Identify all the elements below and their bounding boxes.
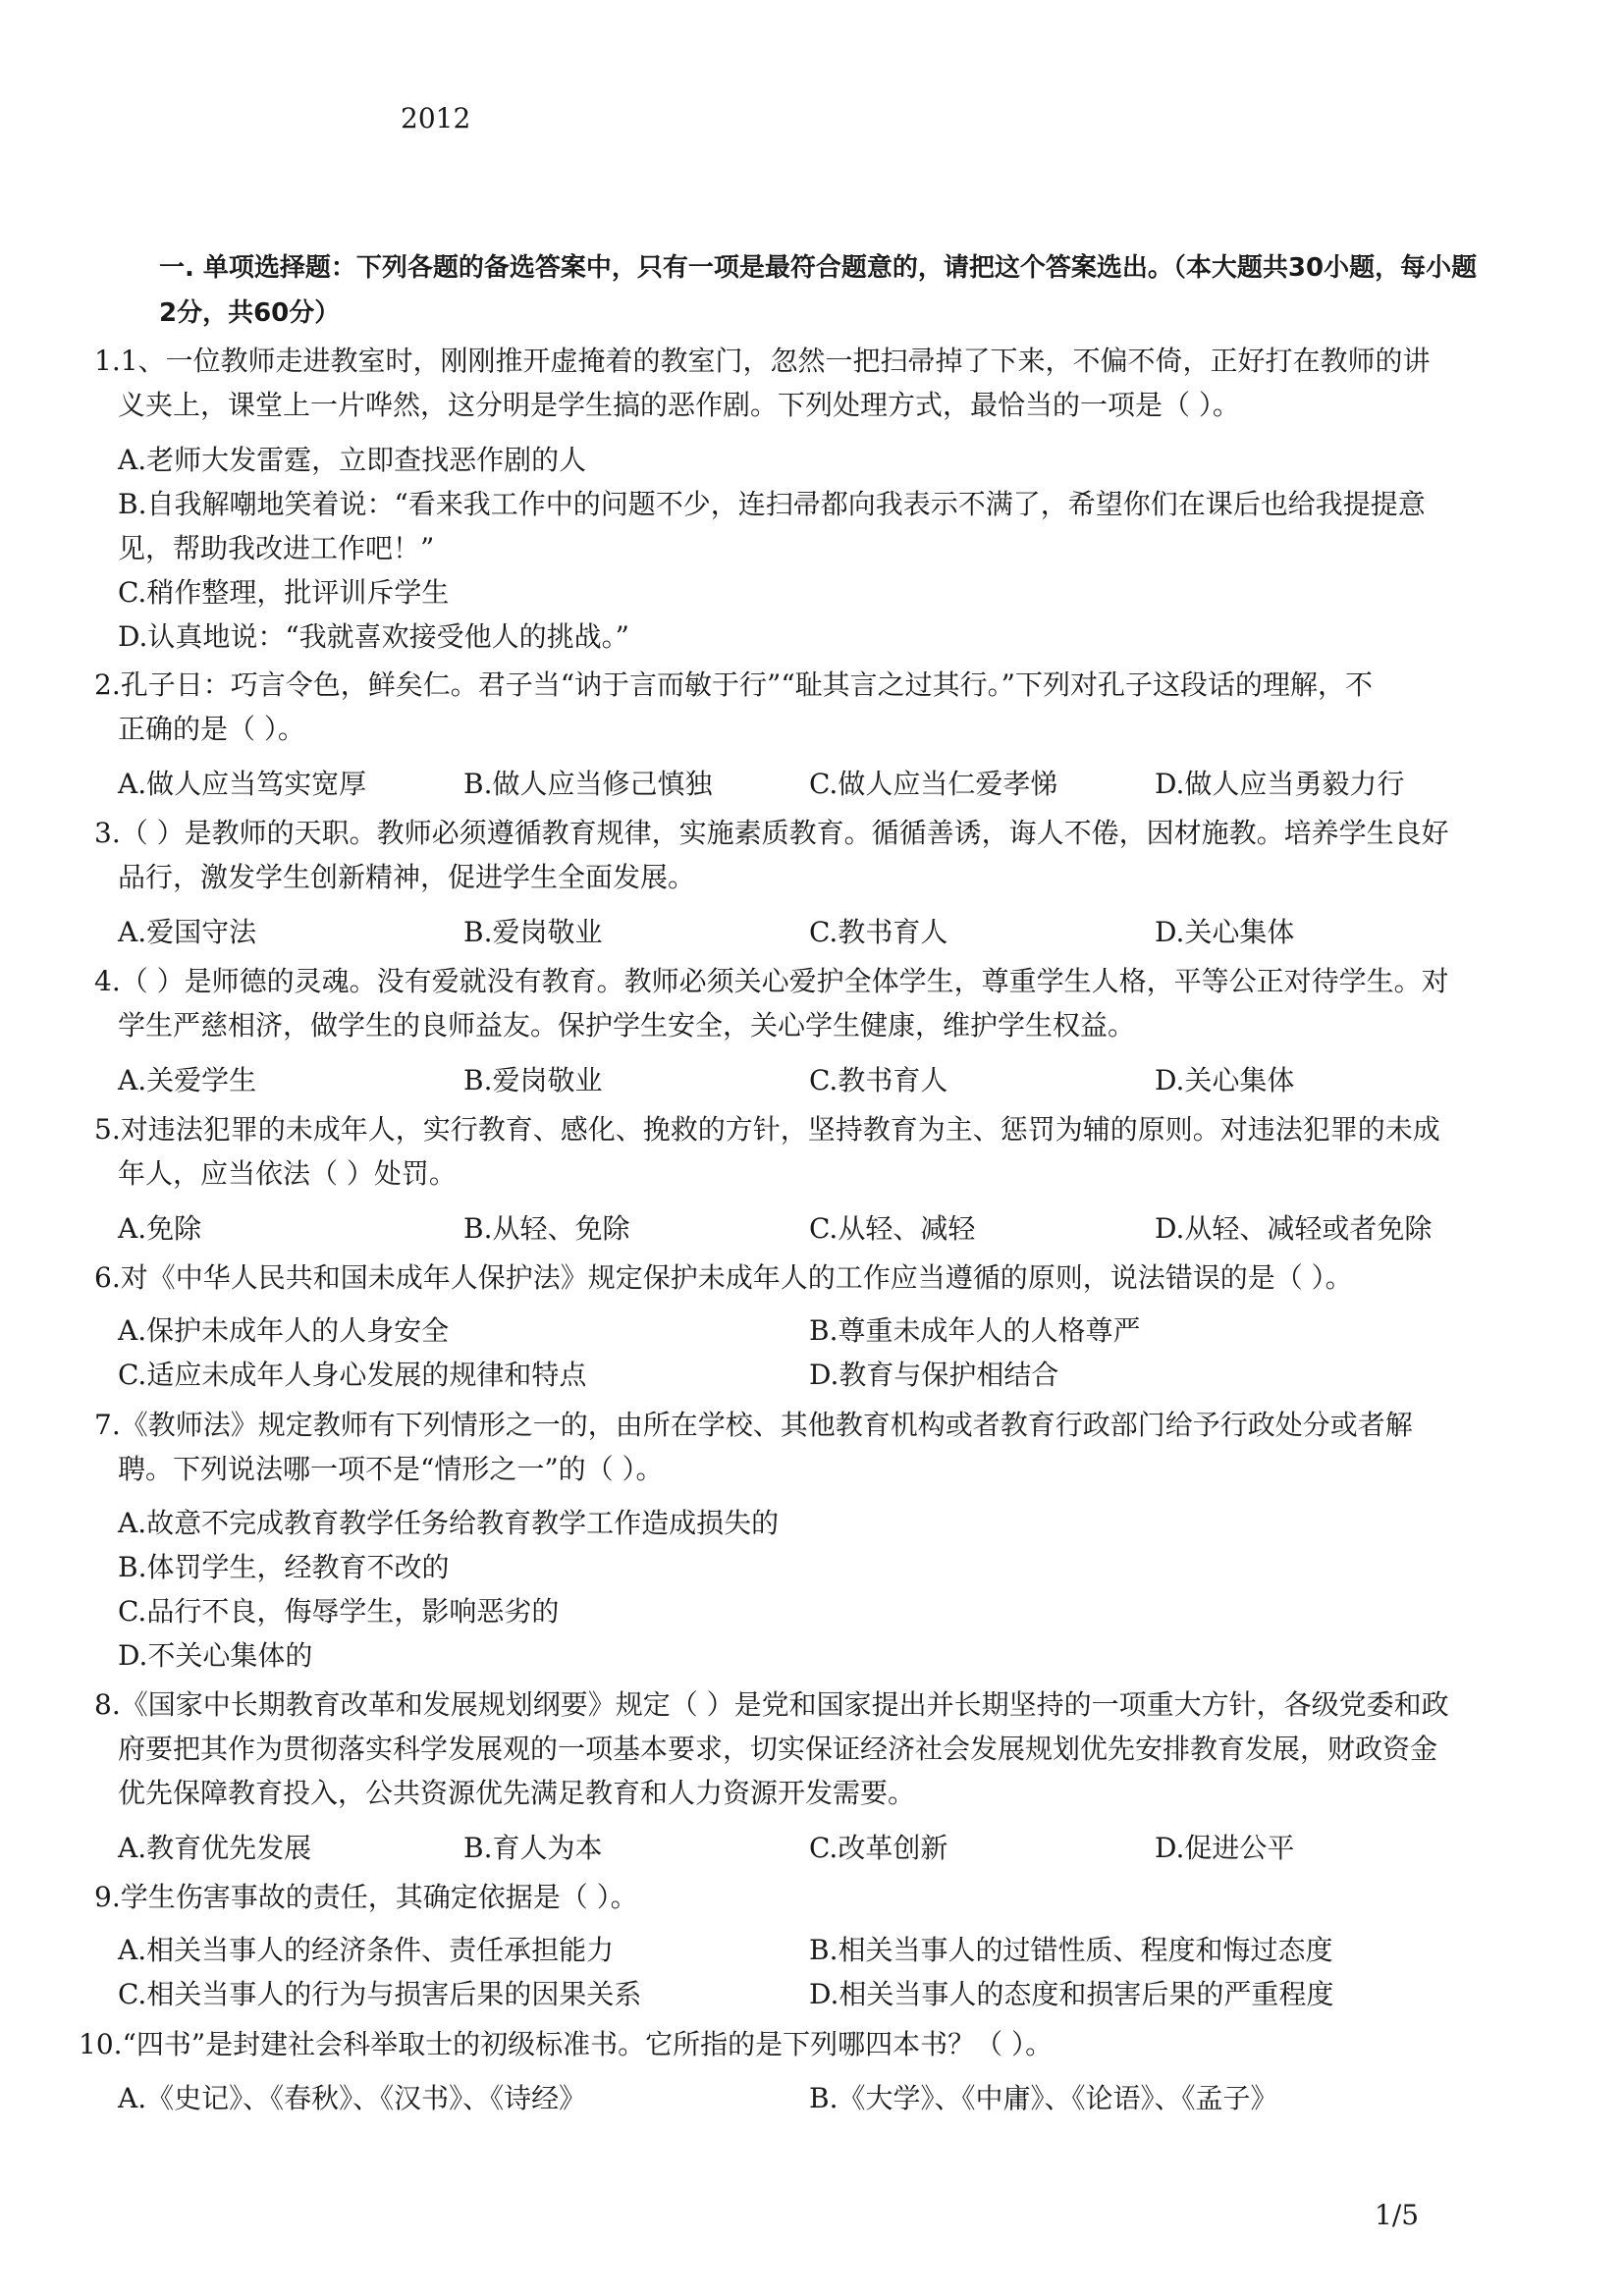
question-8 — [94, 1682, 1538, 1815]
option-c: C.品行不良，侮辱学生，影响恶劣的 — [118, 1595, 560, 1628]
option-a: A.相关当事人的经济条件、责任承担能力 — [118, 1934, 615, 1966]
option-c: C.改革创新 — [809, 1832, 948, 1864]
option-a: A.免除 — [118, 1212, 202, 1245]
question-text-line: 8.《国家中长期教育改革和发展规划纲要》规定（ ）是党和国家提出并长期坚持的一项重大方针，各级党委和政 — [94, 1688, 1449, 1721]
option-d: D.促进公平 — [1155, 1832, 1295, 1864]
option-c: C.从轻、减轻 — [809, 1212, 976, 1245]
question-text-line: 10.“四书”是封建社会科举取士的初级标准书。它所指的是下列哪四本书？（ ）。 — [79, 2028, 1054, 2060]
question-10 — [79, 2022, 1532, 2066]
option-d: D.从轻、减轻或者免除 — [1155, 1212, 1433, 1245]
option-d: D.相关当事人的态度和损害后果的严重程度 — [809, 1978, 1334, 2010]
question-2 — [94, 663, 1538, 751]
option-c: C.教书育人 — [809, 1064, 948, 1096]
option-b: B.做人应当修己慎独 — [463, 768, 713, 800]
question-9 — [94, 1875, 1538, 1919]
option-d: D.认真地说：“我就喜欢接受他人的挑战。” — [118, 620, 629, 653]
question-text-line: 2.孔子日：巧言令色，鲜矣仁。君子当“讷于言而敏于行”“耻其言之过其行。”下列对孔子这段话的理解，不 — [94, 668, 1373, 701]
option-d: D.教育与保护相结合 — [809, 1359, 1059, 1391]
option-c: C.教书育人 — [809, 916, 948, 948]
question-text-line: 6.对《中华人民共和国未成年人保护法》规定保护未成年人的工作应当遵循的原则，说法错误的是（ ）。 — [94, 1261, 1353, 1294]
question-text-line: 3.（ ）是教师的天职。教师必须遵循教育规律，实施素质教育。循循善诱，诲人不倦，因材施教。培养学生良好 — [94, 817, 1449, 849]
question-text-line: 义夹上，课堂上一片哗然，这分明是学生搞的恶作剧。下列处理方式，最恰当的一项是（ ）。 — [118, 389, 1240, 421]
option-c: C.相关当事人的行为与损害后果的因果关系 — [118, 1978, 642, 2010]
option-d: D.关心集体 — [1155, 1064, 1295, 1096]
question-4 — [94, 959, 1538, 1047]
option-b: B.爱岗敬业 — [463, 916, 603, 948]
option-a: A.故意不完成教育教学任务给教育教学工作造成损失的 — [118, 1507, 780, 1539]
page-number: 1/5 — [1375, 2199, 1420, 2231]
option-a: A.爱国守法 — [118, 916, 257, 948]
option-b: B.爱岗敬业 — [463, 1064, 603, 1096]
option-b: B.相关当事人的过错性质、程度和悔过态度 — [809, 1934, 1333, 1966]
question-text-line: 9.学生伤害事故的责任，其确定依据是（ ）。 — [94, 1881, 638, 1913]
question-text-line: 7.《教师法》规定教师有下列情形之一的，由所在学校、其他教育机构或者教育行政部门给予行政处分或者解 — [94, 1409, 1413, 1441]
option-b: B.尊重未成年人的人格尊严 — [809, 1314, 1141, 1347]
option-d: D.做人应当勇毅力行 — [1155, 768, 1405, 800]
question-1 — [94, 339, 1538, 427]
option-b: B.自我解嘲地笑着说：“看来我工作中的问题不少，连扫帚都向我表示不满了，希望你们在课后也给我提提意 — [118, 488, 1426, 520]
option-a: A.教育优先发展 — [118, 1832, 312, 1864]
question-text-line: 4.（ ）是师德的灵魂。没有爱就没有教育。教师必须关心爱护全体学生，尊重学生人格，平等公正对待学生。对 — [94, 965, 1449, 997]
option-b: B.育人为本 — [463, 1832, 603, 1864]
question-5 — [94, 1107, 1538, 1196]
option-d: D.关心集体 — [1155, 916, 1295, 948]
question-text-line: 聘。下列说法哪一项不是“情形之一”的（ ）。 — [118, 1453, 664, 1485]
question-text-line: 1.1、一位教师走进教室时，刚刚推开虚掩着的教室门，忽然一把扫帚掉了下来，不偏不倚，正好打在教师的讲 — [94, 345, 1431, 377]
option-a: A.做人应当笃实宽厚 — [118, 768, 367, 800]
question-text-line: 学生严慈相济，做学生的良师益友。保护学生安全，关心学生健康，维护学生权益。 — [118, 1009, 1136, 1041]
year-heading: 2012 — [401, 102, 471, 134]
option-b: B.从轻、免除 — [463, 1212, 630, 1245]
option-a: A.老师大发雷霆，立即查找恶作剧的人 — [118, 444, 587, 476]
option-a: A.保护未成年人的人身安全 — [118, 1314, 450, 1347]
question-text-line: 5.对违法犯罪的未成年人，实行教育、感化、挽救的方针，坚持教育为主、惩罚为辅的原则。对违法犯罪的未成 — [94, 1113, 1440, 1146]
question-text-line: 府要把其作为贯彻落实科学发展观的一项基本要求，切实保证经济社会发展规划优先安排教育发展，财政资金 — [118, 1733, 1438, 1765]
question-7 — [94, 1403, 1538, 1491]
option-b: B.体罚学生，经教育不改的 — [118, 1551, 450, 1583]
option-b: B.《大学》、《中庸》、《论语》、《孟子》 — [809, 2082, 1278, 2114]
option-d: D.不关心集体的 — [118, 1639, 313, 1672]
question-text-line: 品行，激发学生创新精神，促进学生全面发展。 — [118, 861, 696, 893]
question-3 — [94, 811, 1538, 899]
question-text-line: 正确的是（ ）。 — [118, 713, 305, 745]
section-heading: 一. 单项选择题：下列各题的备选答案中，只有一项是最符合题意的，请把这个答案选出。（本大题共30小题，每小题2分，共60分） — [159, 253, 1478, 328]
option-c: C.做人应当仁爱孝悌 — [809, 768, 1058, 800]
option-a: A.《史记》、《春秋》、《汉书》、《诗经》 — [118, 2082, 587, 2114]
option-c: C.稍作整理，批评训斥学生 — [118, 576, 450, 609]
question-text-line: 优先保障教育投入，公共资源优先满足教育和人力资源开发需要。 — [118, 1777, 916, 1809]
question-text-line: 年人，应当依法（ ）处罚。 — [118, 1157, 457, 1190]
option-a: A.关爱学生 — [118, 1064, 257, 1096]
option-b-continued: 见，帮助我改进工作吧！” — [118, 532, 435, 564]
option-c: C.适应未成年人身心发展的规律和特点 — [118, 1359, 587, 1391]
question-6 — [94, 1255, 1538, 1300]
